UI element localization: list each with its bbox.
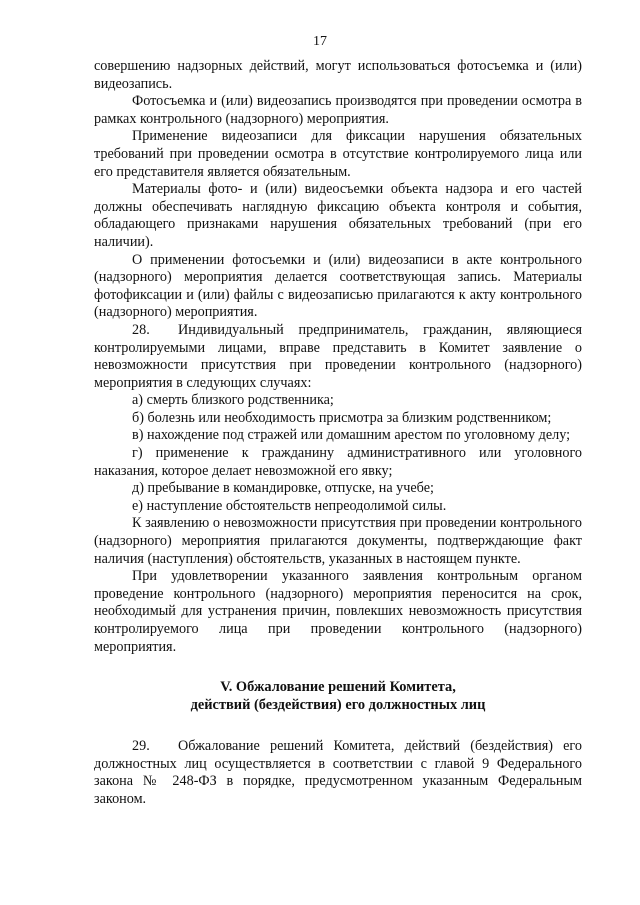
clause-28-attachments: К заявлению о невозможности присутствия при проведении контрольного (надзорного) мероприятия прилагаются документы, подтверждающие факт наличия (наступления) обстоятельств, указанных в настоящем пункте. xyxy=(94,515,582,567)
section-5-heading xyxy=(94,678,582,714)
clause-28-text: Индивидуальный предприниматель, гражданин, являющиеся контролируемыми лицами, вправе представить в Комитет заявление о невозможности присутствия при проведении контрольного (надзорного) мероприятия в следующих случаях: xyxy=(94,321,582,391)
section-5-title-line2: действий (бездействия) его должностных лиц xyxy=(190,697,486,714)
paragraph: Фотосъемка и (или) видеозапись производятся при проведении осмотра в рамках контрольного (надзорного) мероприятия. xyxy=(94,93,582,127)
clause-29-number: 29. xyxy=(132,738,150,755)
paragraph: О применении фотосъемки и (или) видеозаписи в акте контрольного (надзорного) мероприятия делается соответствующая запись. Материалы фотофиксации и (или) файлы с видеозаписью прилагаются к акту контрольного (надзорного) мероприятия. xyxy=(94,251,582,321)
clause-28-subitem-b: б) болезнь или необходимость присмотра за близким родственником; xyxy=(132,409,552,426)
clause-28-subitem-d: г) применение к гражданину административного или уголовного наказания, которое делает невозможной его явку; xyxy=(94,445,582,479)
document-body xyxy=(94,58,582,809)
spacer xyxy=(94,714,582,738)
clause-28-subitem-e: д) пребывание в командировке, отпуске, на учебе; xyxy=(132,480,434,497)
clause-28-subitem-f: е) наступление обстоятельств непреодолимой силы. xyxy=(132,497,447,514)
section-5-title-line1: V. Обжалование решений Комитета, xyxy=(220,679,456,696)
clause-28-subitem-a: а) смерть близкого родственника; xyxy=(132,392,334,409)
clause-28 xyxy=(94,322,582,392)
paragraph: Применение видеозаписи для фиксации нарушения обязательных требований при проведении осмотра в отсутствие контролируемого лица или его представителя является обязательным. xyxy=(94,128,582,180)
clause-28-postponement: При удовлетворении указанного заявления контрольным органом проведение контрольного (надзорного) мероприятия переносится на срок, необходимый для устранения причин, повлекших невозможность присутствия контролируемого лица при проведении контрольного (надзорного) мероприятия. xyxy=(94,568,582,655)
paragraph: совершению надзорных действий, могут использоваться фотосъемка и (или) видеозапись. xyxy=(94,58,582,92)
clause-29 xyxy=(94,738,582,808)
paragraph: Материалы фото- и (или) видеосъемки объекта надзора и его частей должны обеспечивать наглядную фиксацию объекта контроля и события, обладающего признаками нарушения обязательных требований (при его наличии). xyxy=(94,181,582,250)
clause-28-number: 28. xyxy=(132,321,150,338)
page-number: 17 xyxy=(313,34,327,49)
clause-29-text: Обжалование решений Комитета, действий (бездействия) его должностных лиц осуществляется в соответствии с главой 9 Федерального закона № 248-ФЗ в порядке, предусмотренном указанным Федеральным законом. xyxy=(94,738,582,807)
clause-28-subitem-c: в) нахождение под стражей или домашним арестом по уголовному делу; xyxy=(132,427,571,444)
